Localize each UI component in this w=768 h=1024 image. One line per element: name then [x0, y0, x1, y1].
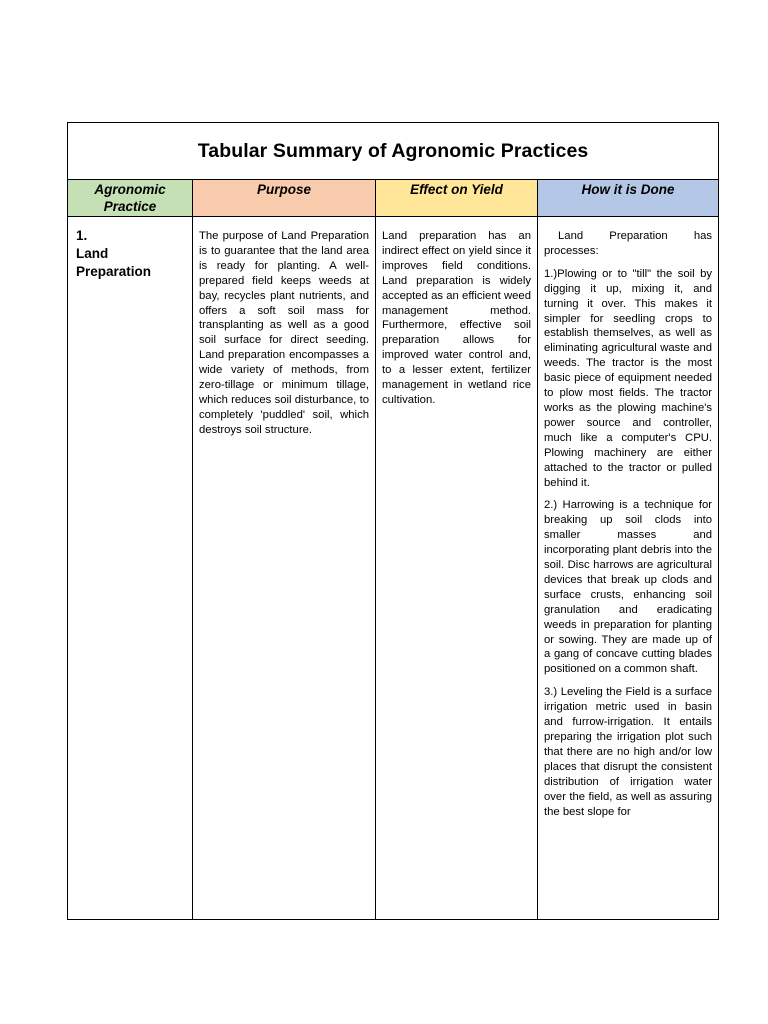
header-purpose [193, 180, 376, 217]
how-harrowing-paragraph: 2.) Harrowing is a technique for breaking up soil clods into smaller masses and incorporating plant debris into the soil. Disc harrows are agricultural devices that break up clods and surface crusts, enhancing soil granulation and eradicating weeds in preparation for planting or sowing. They are made up of a gang of concave cutting blades positioned on a common shaft. [544, 499, 713, 676]
purpose-cell [193, 217, 376, 920]
header-purpose-label: Purpose [256, 182, 311, 197]
table-title: Tabular Summary of Agronomic Practices [68, 123, 719, 180]
header-how-it-is-done [538, 180, 719, 217]
header-agronomic-practice-label: Agronomic Practice [94, 182, 166, 214]
header-effect-label: Effect on Yield [410, 182, 503, 197]
how-leveling-paragraph: 3.) Leveling the Field is a surface irrigation metric used in basin and furrow-irrigation. It entails preparing the irrigation plot such that there are no high and/or low places that disrupt the consistent distribution of irrigation water over the field, as well as assuring the best slope for [544, 686, 713, 818]
agronomic-practices-table [67, 122, 719, 920]
how-intro-paragraph: Land Preparation has processes: [544, 230, 713, 257]
practice-cell [68, 217, 193, 920]
how-plowing-paragraph: 1.)Plowing or to "till" the soil by digging it up, mixing it, and turning it over. This makes it simpler for seedling crops to establish themselves, as well as eliminating agricultural waste and weeds. The tractor is the most basic piece of equipment needed to plow most fields. The tractor works as the plowing machine's power source and controller, much like a computer's CPU. Plowing machinery are either attached to the tractor or pulled behind it. [544, 267, 713, 489]
header-how-label: How it is Done [581, 182, 675, 197]
how-cell [538, 217, 719, 920]
effect-text: Land preparation has an indirect effect on yield since it improves field conditions. Land preparation is widely accepted as an efficient weed management method. Furthermore, effective soil preparation allows for improved water control and, to a lesser extent, fertilizer management in wetland rice cultivation. [382, 230, 531, 406]
table-row [68, 217, 719, 920]
practice-number: 1. [76, 228, 88, 243]
effect-cell [376, 217, 538, 920]
how-content [544, 229, 712, 905]
header-agronomic-practice [68, 180, 193, 217]
header-effect-on-yield [376, 180, 538, 217]
purpose-text: The purpose of Land Preparation is to guarantee that the land area is ready for planting. A well-prepared field keeps weeds at bay, recycles plant nutrients, and offers a soft soil mass for transplanting as well as a good soil surface for direct seeding. Land preparation encompasses a wide variety of methods, from zero-tillage or minimum tillage, which reduces soil disturbance, to completely 'puddled' soil, which destroys soil structure. [199, 230, 369, 436]
practice-name: Land Preparation [76, 246, 152, 279]
